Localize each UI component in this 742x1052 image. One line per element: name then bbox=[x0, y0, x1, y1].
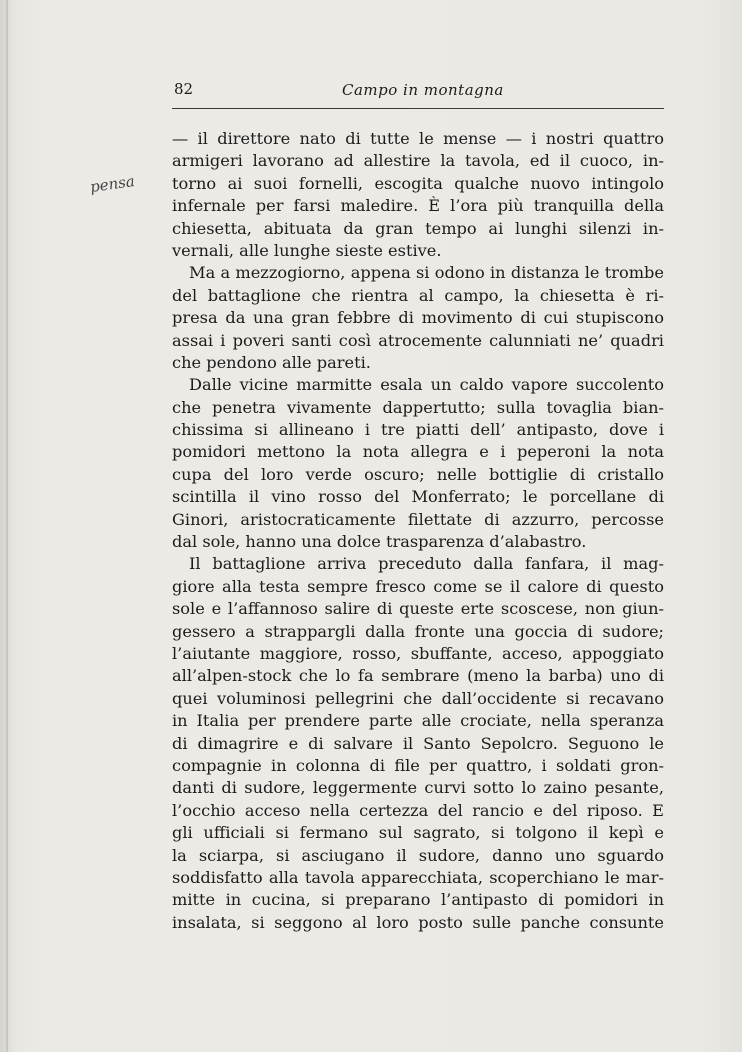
text-line: la sciarpa, si asciugano il sudore, danno uno sguardo bbox=[172, 845, 664, 865]
text-line: sole e l’affannoso salire di queste erte scoscese, non giun- bbox=[172, 599, 664, 619]
text-line: pomidori mettono la nota allegra e i peperoni la nota bbox=[172, 442, 664, 462]
text-line: Ginori, aristocraticamente filettate di azzurro, percosse bbox=[172, 509, 664, 529]
text-line: Dalle vicine marmitte esala un caldo vapore succolento bbox=[189, 375, 664, 395]
text-line: che penetra vivamente dappertutto; sulla tovaglia bian- bbox=[172, 397, 664, 417]
text-line: di dimagrire e di salvare il Santo Sepolcro. Seguono le bbox=[172, 733, 664, 753]
header-rule bbox=[172, 108, 664, 109]
text-line: gessero a strappargli dalla fronte una goccia di sudore; bbox=[172, 621, 664, 641]
text-line: compagnie in colonna di file per quattro, i soldati gron- bbox=[172, 755, 664, 775]
text-line: danti di sudore, leggermente curvi sotto lo zaino pesante, bbox=[172, 778, 664, 798]
text-line: l’aiutante maggiore, rosso, sbuffante, acceso, appoggiato bbox=[172, 643, 664, 663]
text-line: giore alla testa sempre fresco come se il calore di questo bbox=[172, 576, 664, 596]
text-line: del battaglione che rientra al campo, la chiesetta è ri- bbox=[172, 285, 664, 305]
text-line: chiesetta, abituata da gran tempo ai lunghi silenzi in- bbox=[172, 218, 664, 238]
text-line: scintilla il vino rosso del Monferrato; le porcellane di bbox=[172, 487, 664, 507]
text-line: quei voluminosi pellegrini che dall’occidente si recavano bbox=[172, 688, 664, 708]
text-line: cupa del loro verde oscuro; nelle bottiglie di cristallo bbox=[172, 464, 664, 484]
text-line: chissima si allineano i tre piatti dell’ antipasto, dove i bbox=[172, 420, 664, 440]
text-line: dal sole, hanno una dolce trasparenza d’alabastro. bbox=[172, 532, 587, 552]
body-text bbox=[172, 128, 664, 934]
text-line: Ma a mezzogiorno, appena si odono in distanza le trombe bbox=[189, 263, 664, 283]
text-line: armigeri lavorano ad allestire la tavola, ed il cuoco, in- bbox=[172, 151, 664, 171]
text-line: torno ai suoi fornelli, escogita qualche nuovo intingolo bbox=[172, 173, 664, 193]
text-line: — il direttore nato di tutte le mense — i nostri quattro bbox=[172, 129, 664, 148]
text-line: mitte in cucina, si preparano l’antipasto di pomidori in bbox=[172, 890, 664, 910]
handwritten-margin-note: pensa bbox=[88, 171, 136, 197]
text-line: all’alpen-stock che lo fa sembrare (meno la barba) uno di bbox=[172, 666, 664, 686]
running-title: Campo in montagna bbox=[342, 81, 504, 99]
text-line: gli ufficiali si fermano sul sagrato, si tolgono il kepì e bbox=[172, 823, 664, 843]
text-line: assai i poveri santi così atrocemente calunniati ne’ quadri bbox=[172, 330, 664, 350]
text-line: in Italia per prendere parte alle crociate, nella speranza bbox=[172, 711, 664, 731]
text-line: Il battaglione arriva preceduto dalla fanfara, il mag- bbox=[189, 554, 664, 574]
page-number: 82 bbox=[174, 80, 194, 98]
text-line: infernale per farsi maledire. È l’ora più tranquilla della bbox=[172, 196, 664, 216]
text-line: presa da una gran febbre di movimento di cui stupiscono bbox=[172, 308, 664, 328]
text-line: soddisfatto alla tavola apparecchiata, scoperchiano le mar- bbox=[172, 867, 664, 887]
page-header bbox=[174, 80, 664, 106]
text-line: insalata, si seggono al loro posto sulle panche consunte bbox=[172, 912, 664, 932]
page-edge bbox=[6, 0, 8, 1052]
text-line: vernali, alle lunghe sieste estive. bbox=[172, 240, 442, 260]
text-line: che pendono alle pareti. bbox=[172, 352, 371, 372]
text-line: l’occhio acceso nella certezza del rancio e del riposo. E bbox=[172, 800, 664, 820]
